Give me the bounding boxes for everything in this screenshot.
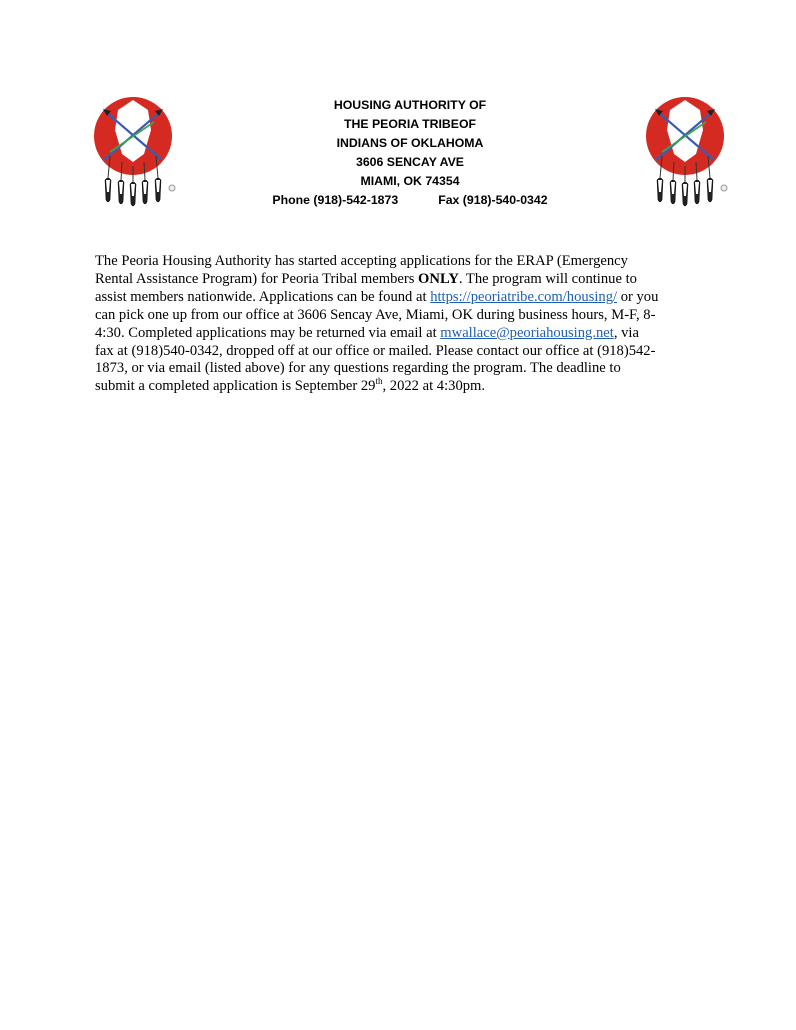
paragraph-text: . The program will continue to	[458, 270, 637, 287]
email-link[interactable]: mwallace@peoriahousing.net	[440, 324, 614, 341]
paragraph-text: submit a completed application is September 29	[95, 378, 376, 395]
paragraph-line: 1873, or via email (listed above) for any questions regarding the program. The deadline to	[95, 360, 621, 377]
emphasis-only: ONLY	[418, 270, 459, 287]
address-city: MIAMI, OK 74354	[360, 174, 460, 188]
org-name-line-2: THE PEORIA TRIBEOF	[343, 117, 477, 131]
peoria-tribe-seal-icon	[88, 96, 178, 208]
org-name-line-1: HOUSING AUTHORITY OF	[333, 98, 487, 112]
paragraph-text: , 2022 at 4:30pm.	[382, 378, 486, 395]
paragraph-line	[95, 289, 707, 307]
paragraph-text: , via	[613, 324, 639, 341]
paragraph-text: Rental Assistance Program) for Peoria Tribal members	[95, 270, 419, 287]
ordinal-suffix: th	[375, 376, 383, 387]
letterhead	[200, 96, 620, 210]
phone-number: Phone (918)-542-1873	[272, 193, 399, 207]
paragraph-line: fax at (918)540-0342, dropped off at our office or mailed. Please contact our office at (918)542-	[95, 342, 656, 359]
paragraph-line	[95, 271, 707, 289]
paragraph-line: can pick one up from our office at 3606 Sencay Ave, Miami, OK during business hours, M-F, 8-	[95, 306, 656, 323]
paragraph-text: or you	[617, 288, 659, 305]
paragraph-text: 4:30. Completed applications may be returned via email at	[95, 324, 441, 341]
housing-page-link[interactable]: https://peoriatribe.com/housing/	[430, 288, 618, 305]
contact-line	[200, 191, 620, 210]
paragraph-line	[95, 378, 707, 396]
org-name-line-3: INDIANS OF OKLAHOMA	[336, 136, 484, 150]
paragraph-line: The Peoria Housing Authority has started accepting applications for the ERAP (Emergency	[95, 253, 628, 269]
announcement-paragraph	[95, 253, 707, 396]
fax-number: Fax (918)-540-0342	[438, 193, 548, 207]
address-street: 3606 SENCAY AVE	[356, 155, 464, 169]
paragraph-line	[95, 325, 707, 343]
peoria-tribe-seal-icon	[640, 96, 730, 208]
paragraph-text: assist members nationwide. Applications can be found at	[95, 288, 431, 305]
